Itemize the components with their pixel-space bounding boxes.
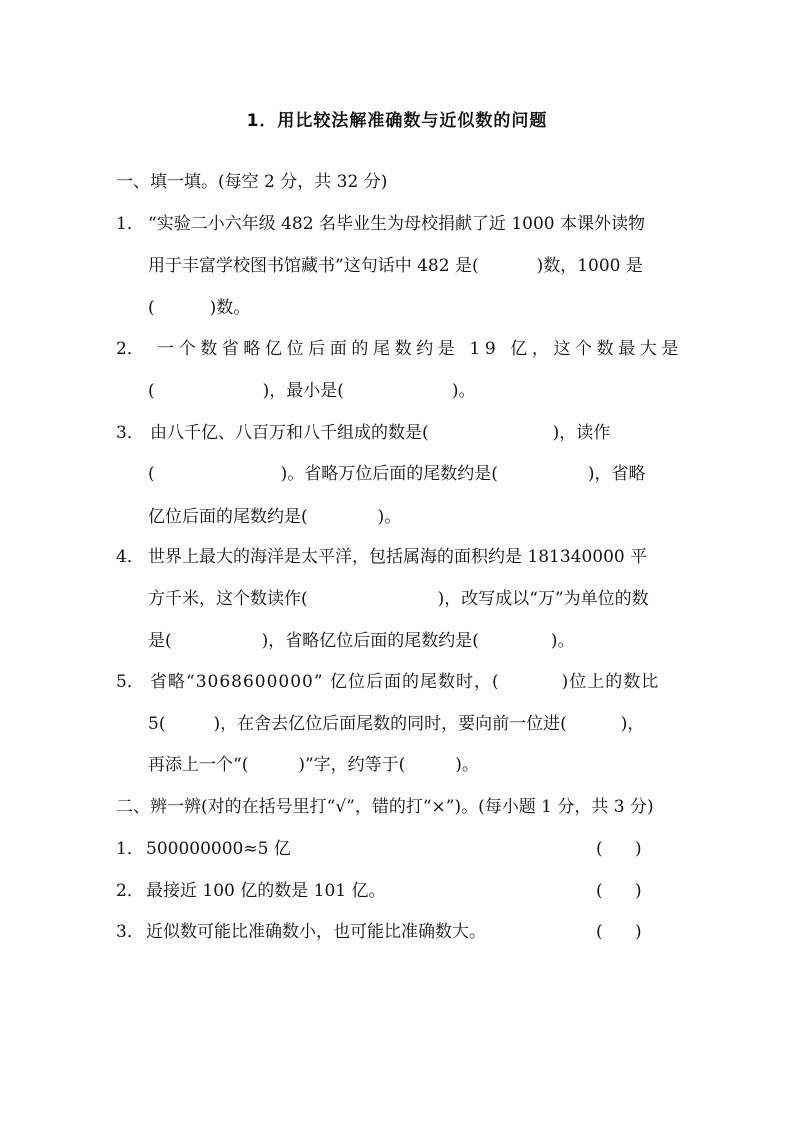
question-5-line-3	[148, 753, 479, 777]
question-text: (	[148, 298, 155, 318]
question-2-line-2	[148, 379, 476, 403]
question-3-line-2	[148, 462, 646, 486]
question-text: 再添上一个“(	[148, 755, 249, 775]
question-number: 4．	[116, 547, 144, 567]
question-number: 1．	[116, 839, 144, 859]
question-text: )，	[620, 714, 645, 734]
question-text: 近似数可能比准确数小，也可能比准确数大。	[146, 922, 486, 942]
question-3-line-3	[148, 505, 401, 529]
question-number: 3．	[116, 922, 144, 942]
question-text: 省略“3068600000” 亿位后面的尾数时，(	[150, 672, 500, 692]
question-1-line-2	[148, 254, 643, 278]
question-number: 3．	[116, 423, 144, 443]
question-text: 5(	[148, 714, 166, 734]
section-heading-judge: 二、辨一辨(对的在括号里打“√”，错的打“×”)。(每小题 1 分，共 3 分)	[116, 797, 654, 817]
answer-blank[interactable]: ( )	[596, 881, 642, 901]
page-title: 1．用比较法解准确数与近似数的问题	[246, 111, 548, 131]
answer-blank[interactable]: ( )	[596, 839, 642, 859]
question-text: 用于丰富学校图书馆藏书”这句话中 482 是(	[148, 256, 479, 276]
question-text: )，最小是(	[262, 381, 344, 401]
question-text: )，省略	[587, 464, 646, 484]
question-text: “实验二小六年级 482 名毕业生为母校捐献了近 1000 本课外读物	[148, 214, 646, 234]
question-text: )，读作	[552, 423, 611, 443]
question-text: )，在舍去亿位后面尾数的同时，要向前一位进(	[213, 714, 567, 734]
question-text: )数。	[209, 298, 251, 318]
question-text: 是(	[148, 631, 172, 651]
answer-blank[interactable]: ( )	[596, 922, 642, 942]
question-text: (	[148, 381, 155, 401]
question-1-line-3	[148, 296, 250, 320]
question-number: 2．	[116, 339, 144, 359]
question-4-line-2	[148, 587, 649, 611]
question-number: 2．	[116, 881, 144, 901]
question-text: )。省略万位后面的尾数约是(	[280, 464, 498, 484]
question-text: 方千米，这个数读作(	[148, 589, 308, 609]
question-5-line-2	[148, 712, 644, 736]
question-text: )。	[377, 507, 402, 527]
question-text: 亿位后面的尾数约是(	[148, 507, 308, 527]
question-text: )，改写成以“万”为单位的数	[437, 589, 649, 609]
question-text: (	[148, 464, 155, 484]
section-heading-fill: 一、填一填。(每空 2 分，共 32 分)	[116, 172, 388, 192]
question-text: 500000000≈5 亿	[146, 839, 291, 859]
question-text: )。	[451, 381, 476, 401]
question-text: )。	[455, 755, 479, 775]
question-text: 一个数省略亿位后面的尾数约是 19 亿，这个数最大是	[157, 339, 684, 359]
question-text: )，省略亿位后面的尾数约是(	[261, 631, 479, 651]
question-text: 最接近 100 亿的数是 101 亿。	[146, 881, 386, 901]
question-text: 世界上最大的海洋是太平洋，包括属海的面积约是 181340000 平	[148, 547, 648, 567]
question-text: )”字，约等于(	[298, 755, 406, 775]
question-4-line-3	[148, 629, 575, 653]
question-text: )。	[550, 631, 575, 651]
question-text-row	[150, 421, 610, 445]
question-text: 由八千亿、八百万和八千组成的数是(	[150, 423, 429, 443]
question-text: )数，1000 是	[536, 256, 643, 276]
question-number: 1．	[116, 214, 144, 234]
question-text-row	[150, 670, 659, 694]
question-text: )位上的数比	[561, 672, 660, 692]
question-number: 5．	[116, 672, 144, 692]
